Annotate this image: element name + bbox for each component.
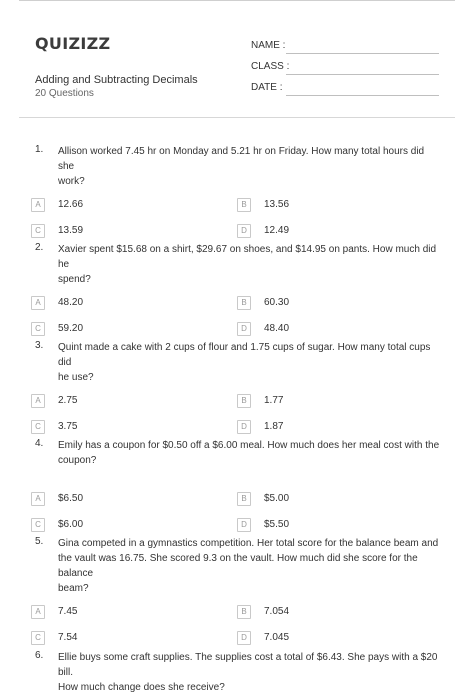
option-letter-box: D <box>237 322 251 336</box>
question-text-line: Emily has a coupon for $0.50 off a $6.00 meal. How much does her meal cost with the <box>58 440 440 451</box>
question-text-line: beam? <box>58 583 89 594</box>
option-letter-box: D <box>237 420 251 434</box>
option-letter-box: A <box>31 198 45 212</box>
option-text: 7.45 <box>58 606 78 617</box>
worksheet-title: Adding and Subtracting Decimals <box>35 74 198 86</box>
date-label: DATE : <box>251 82 283 93</box>
option-letter-box: A <box>31 296 45 310</box>
question-text <box>58 144 443 189</box>
option-text: 3.75 <box>58 421 78 432</box>
question-number: 2. <box>35 242 44 253</box>
option-letter-box: A <box>31 605 45 619</box>
option-text: 13.56 <box>264 199 290 210</box>
question-text-line: Xavier spent $15.68 on a shirt, $29.67 on shoes, and $14.95 on pants. How much did he <box>58 244 437 270</box>
question-number: 5. <box>35 536 44 547</box>
class-label: CLASS : <box>251 61 290 72</box>
option-text: 2.75 <box>58 395 78 406</box>
option-letter-box: D <box>237 518 251 532</box>
option-letter-box: B <box>237 394 251 408</box>
option-letter-box: B <box>237 296 251 310</box>
option-text: 13.59 <box>58 225 84 236</box>
question-text-line: he use? <box>58 372 94 383</box>
option-text: 1.87 <box>264 421 284 432</box>
question-text-line: the vault was 16.75. She scored 9.3 on the vault. How much did she score for the balance <box>58 553 418 579</box>
option-text: $6.00 <box>58 519 84 530</box>
option-text: 48.40 <box>264 323 290 334</box>
name-line[interactable] <box>286 53 439 54</box>
class-line[interactable] <box>286 74 439 75</box>
option-letter-box: C <box>31 631 45 645</box>
question-text-line: Allison worked 7.45 hr on Monday and 5.21 hr on Friday. How many total hours did she <box>58 146 425 172</box>
option-text: $5.50 <box>264 519 290 530</box>
option-text: $6.50 <box>58 493 84 504</box>
question-text-line: Ellie buys some craft supplies. The supplies cost a total of $6.43. She pays with a $20 bill. <box>58 652 438 678</box>
option-text: 60.30 <box>264 297 290 308</box>
option-letter-box: B <box>237 492 251 506</box>
option-text: 12.49 <box>264 225 290 236</box>
question-text-line: spend? <box>58 274 91 285</box>
name-label: NAME : <box>251 40 286 51</box>
question-text <box>58 242 443 287</box>
question-text-line: How much change does she receive? <box>58 682 225 693</box>
question-text <box>58 650 443 695</box>
question-count: 20 Questions <box>35 88 94 99</box>
question-text <box>58 438 443 468</box>
question-text <box>58 536 443 596</box>
option-text: 7.54 <box>58 632 78 643</box>
option-letter-box: D <box>237 224 251 238</box>
option-letter-box: D <box>237 631 251 645</box>
option-text: 1.77 <box>264 395 284 406</box>
header-divider <box>19 117 455 118</box>
question-number: 3. <box>35 340 44 351</box>
quizizz-logo: QUIZIZZ <box>35 34 111 53</box>
question-number: 4. <box>35 438 44 449</box>
option-text: 48.20 <box>58 297 84 308</box>
date-line[interactable] <box>286 95 439 96</box>
question-text-line: work? <box>58 176 85 187</box>
option-letter-box: C <box>31 322 45 336</box>
worksheet-header <box>0 0 474 118</box>
question-number: 1. <box>35 144 44 155</box>
option-letter-box: B <box>237 198 251 212</box>
option-text: 7.045 <box>264 632 290 643</box>
option-letter-box: C <box>31 420 45 434</box>
option-letter-box: A <box>31 492 45 506</box>
question-text-line: coupon? <box>58 455 97 466</box>
option-text: 7.054 <box>264 606 290 617</box>
question-number: 6. <box>35 650 44 661</box>
option-letter-box: A <box>31 394 45 408</box>
option-text: 59.20 <box>58 323 84 334</box>
option-text: $5.00 <box>264 493 290 504</box>
option-text: 12.66 <box>58 199 84 210</box>
question-text-line: Gina competed in a gymnastics competition. Her total score for the balance beam and <box>58 538 439 549</box>
option-letter-box: C <box>31 518 45 532</box>
question-text-line: Quint made a cake with 2 cups of flour and 1.75 cups of sugar. How many total cups did <box>58 342 431 368</box>
option-letter-box: B <box>237 605 251 619</box>
question-text <box>58 340 443 385</box>
option-letter-box: C <box>31 224 45 238</box>
